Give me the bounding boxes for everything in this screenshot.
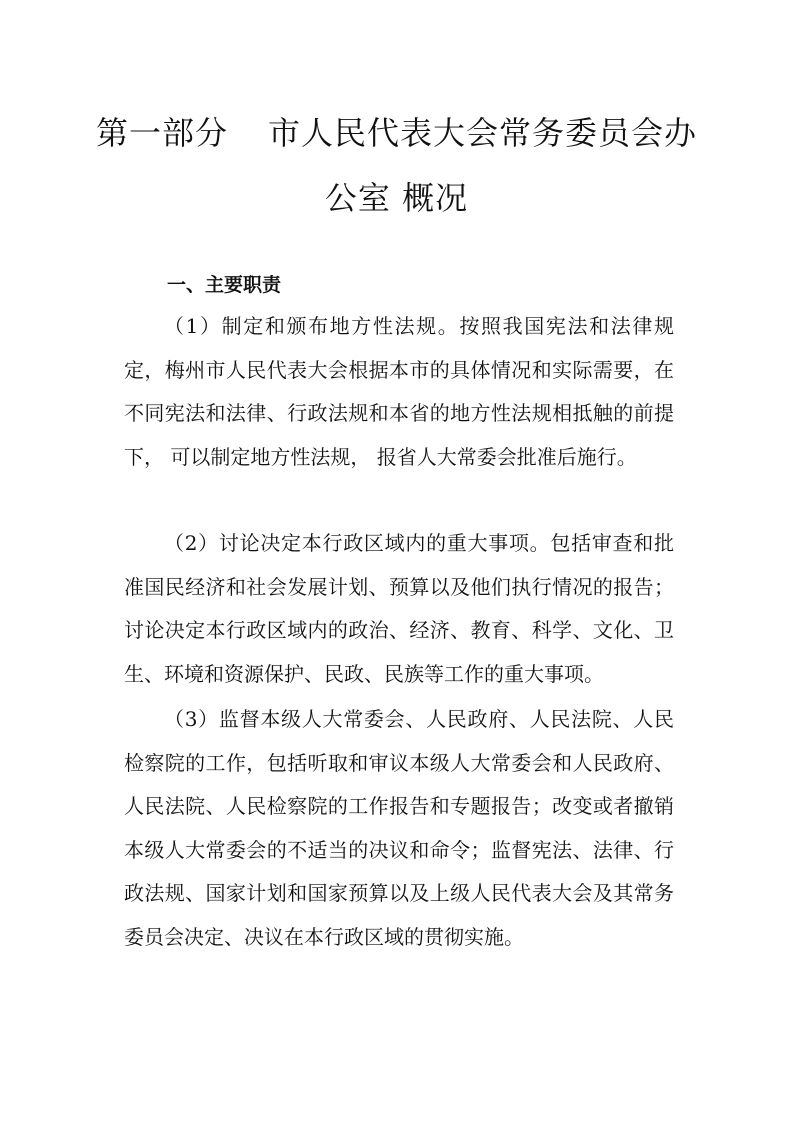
section-heading: 一、主要职责 bbox=[167, 274, 282, 296]
title-part-label: 第一部分 bbox=[95, 114, 228, 152]
paragraph-duty-1: （1）制定和颁布地方性法规。按照我国宪法和法律规定，梅州市人民代表大会根据本市的具体情况和实际需要，在不同宪法和法律、行政法规和本省的地方性法规相抵触的前提下， 可以制定地方性法规， 报省人大常委会批准后施行。 bbox=[124, 314, 674, 469]
page-title bbox=[0, 108, 793, 154]
paragraph-duty-2: （2）讨论决定本行政区域内的重大事项。包括审查和批准国民经济和社会发展计划、预算以及他们执行情况的报告；讨论决定本行政区域内的政治、经济、教育、科学、文化、卫生、环境和资源保护、民政、民族等工作的重大事项。 bbox=[124, 531, 674, 686]
title-organization-name: 市人民代表大会常务委员会办 bbox=[268, 114, 698, 152]
page-title-continued: 公室 概况 bbox=[324, 179, 469, 217]
paragraph-duty-3: （3）监督本级人大常委会、人民政府、人民法院、人民检察院的工作，包括听取和审议本级人大常委会和人民政府、人民法院、人民检察院的工作报告和专题报告；改变或者撤销本级人大常委会的不适当的决议和命令；监督宪法、法律、行政法规、国家计划和国家预算以及上级人民代表大会及其常务委员会决定、决议在本行政区域的贯彻实施。 bbox=[124, 707, 674, 949]
